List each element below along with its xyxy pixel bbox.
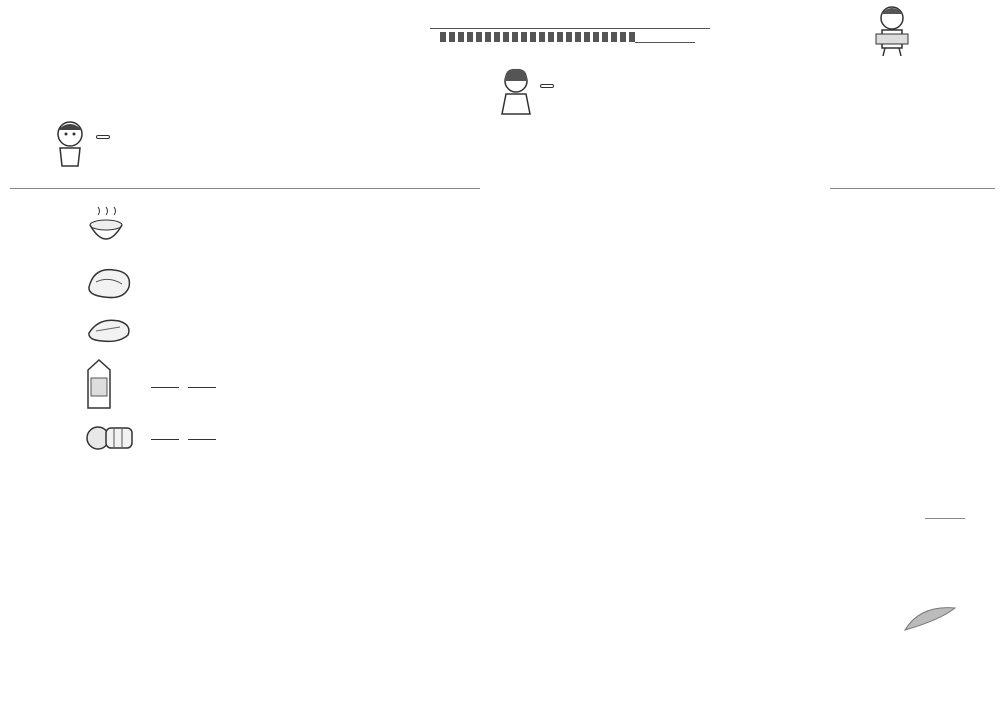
- word-beef: [145, 272, 173, 293]
- word-chicken: [145, 320, 201, 341]
- word-bread: [145, 428, 224, 444]
- grade-rule: [925, 518, 965, 519]
- right-divider: [830, 188, 995, 189]
- handwritten-letter: [151, 439, 179, 440]
- rice-bowl-icon: [86, 205, 126, 250]
- girl-mascot-icon: [496, 66, 538, 116]
- word-rice: [145, 220, 183, 241]
- chicken-icon: [84, 313, 134, 345]
- handwritten-letter: [188, 387, 216, 388]
- leaf-icon: [900, 600, 960, 635]
- header-rule-2: [635, 42, 695, 43]
- beef-icon: [84, 262, 134, 302]
- left-divider: [10, 188, 480, 189]
- word-milk: [145, 376, 224, 392]
- header-rule: [430, 28, 710, 29]
- letter-station-badge: [96, 135, 110, 139]
- bread-icon: [84, 420, 136, 452]
- handwritten-letter: [151, 387, 179, 388]
- header-stripe: [440, 32, 635, 42]
- boy-reading-icon: [870, 2, 915, 57]
- handwritten-letter: [188, 439, 216, 440]
- milk-carton-icon: [84, 358, 114, 410]
- word-drill-badge: [540, 84, 554, 88]
- boy-mascot-icon: [50, 118, 95, 168]
